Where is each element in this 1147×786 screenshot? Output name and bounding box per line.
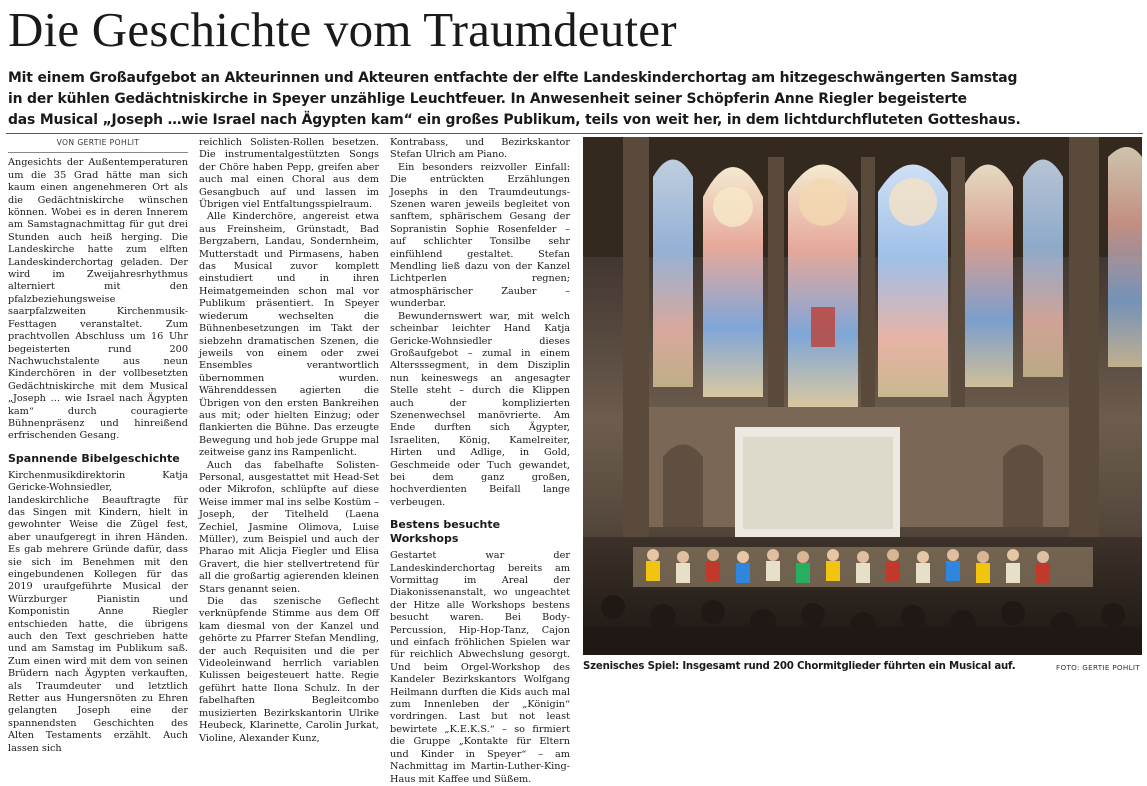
paragraph: Bewundernswert war, mit welch scheinbar leichter Hand Katja Gericke-Wohnsiedler dieses Großaufgebot – zumal in einem Altersssegment, in dem Disziplin nun keineswegs an angesagter Stelle steht – durch die Klippen auch der komplizierten Szenenwechsel manövrierte. Am Ende durften sich Ägypter, Israeliten, König, Kamelreiter, Hirten und Adlige, in Gold, Geschmeide oder Tuch gewandet, bei dem ganz großen, hochverdienten Beifall lange verbeugen. [390, 310, 570, 508]
paragraph: Kirchenmusikdirektorin Katja Gericke-Wohnsiedler, landeskirchliche Beauftragte für das Singen mit Kindern, hielt in gewohnter Weise die Zügel fest, aber unaufgeregt in ihren Händen. Es gab mehrere Gründe dafür, dass sie sich im Benehmen mit den eingebundenen Kollegen für das 2019 uraufgeführte Musical der Würzburger Pianistin und Komponistin Anne Riegler entschieden hatte, die übrigens auch den Text geschrieben hatte und am Samstag im Publikum saß. Zum einen wird mit dem von seinen Brüdern nach Ägypten verkauften, als Traumdeuter und letztlich Retter aus Hungersnöten zu Ehren gelangten Joseph eine der spannendsten Geschichten des Alten Testaments erzählt. Auch lassen sich [8, 469, 188, 754]
subheading: Bestens besuchte Workshops [390, 518, 501, 546]
church-photo [583, 137, 1142, 655]
subheading: Spannende Bibelgeschichte [8, 451, 180, 465]
paragraph: reichlich Solisten-Rollen besetzen. Die instrumentalgestützten Songs der Chöre haben Pepp, greifen aber auch mal einen Choral aus dem Gesangbuch auf und lassen im Übrigen viel Entfaltungsspielraum. [199, 137, 379, 211]
paragraph: Angesichts der Außentemperaturen um die 35 Grad hätte man sich kaum einen angenehmeren Ort als die Gedächtniskirche wünschen können. Wobei es in deren Innerem am Samstagnachmittag für gut drei Stunden auch heiß herging. Die Landeskirche hatte zum elften Landeskinderchortag geladen. Der wird im Zweijahresrhythmus alterniert mit den pfalzbeziehungsweise saarpfalzweiten Kirchenmusik-Festtagen veranstaltet. Zum prachtvollen Abschluss um 16 Uhr begeisterten rund 200 Nachwuchstalente aus neun Kinderchören in der vollbesetzten Gedächtniskirche mit dem Musical „Joseph … wie Israel nach Ägypten kam“ durch couragierte Bühnenpräsenz und hinreißend erfrischenden Gesang. [8, 157, 188, 442]
teaser [8, 68, 1138, 131]
teaser-line: das Musical „Joseph …wie Israel nach Ägypten kam“ ein großes Publikum, teils von weit her, in dem lichtdurchfluteten Gotteshaus. [8, 112, 1021, 128]
teaser-line: in der kühlen Gedächtniskirche in Speyer unzählige Leuchtfeuer. In Anwesenheit seiner Schöpferin Anne Riegler begeisterte [8, 91, 967, 107]
byline: VON GERTIE POHLIT [8, 137, 188, 153]
photo-caption [583, 660, 1142, 676]
column-2 [199, 137, 379, 744]
paragraph: Ein besonders reizvoller Einfall: Die entrückten Erzählungen Josephs in den Traumdeutungs-Szenen waren jeweils begleitet von sanftem, sphärischem Gesang der Sopranistin Sophie Rosenfelder – auf schlichter Tonsilbe sehr einfühlend gestaltet. Stefan Mendling ließ dazu von der Kanzel Lichtperlen regnen; atmosphärischer Zauber – wunderbar. [390, 161, 570, 310]
choir-on-stage [633, 547, 1093, 587]
column-1 [8, 137, 188, 754]
paragraph: Auch das fabelhafte Solisten-Personal, ausgestattet mit Head-Set oder Mikrofon, schlüpfte auf diese Weise immer mal ins selbe Kostüm – Joseph, der Titelheld (Laena Zechiel, Jasmine Olimova, Luise Müller), zum Beispiel und auch der Pharao mit Alicja Fiegler und Elisa Gravert, die hier stellvertretend für all die großartig agierenden kleinen Stars genannt seien. [199, 459, 379, 595]
headline: Die Geschichte vom Traumdeuter [8, 2, 677, 57]
divider [6, 133, 1143, 134]
teaser-line: Mit einem Großaufgebot an Akteurinnen und Akteuren entfachte der elfte Landeskinderchortag am hitzegeschwängerten Samstag [8, 70, 1018, 86]
photo-credit: FOTO: GERTIE POHLIT [1056, 663, 1140, 672]
caption-text: Szenisches Spiel: Insgesamt rund 200 Chormitglieder führten ein Musical auf. [583, 661, 1016, 672]
column-3 [390, 137, 570, 785]
paragraph: Kontrabass, und Bezirkskantor Stefan Ulrich am Piano. [390, 137, 570, 161]
paragraph: Alle Kinderchöre, angereist etwa aus Freinsheim, Grünstadt, Bad Bergzabern, Landau, Sondernheim, Mutterstadt und Pirmasens, haben das Musical zuvor komplett einstudiert und in ihren Heimatgemeinden schon mal vor Publikum präsentiert. In Speyer wiederum wechselten die Bühnenbesetzungen im Takt der siebzehn dramatischen Szenen, die jeweils von einem oder zwei Ensembles verantwortlich übernommen wurden. Währenddessen agierten die Übrigen von den ersten Bankreihen aus mit; oder hielten Einzug; oder flankierten die Bühne. Das erzeugte Bewegung und hob jede Gruppe mal zeitweise ganz ins Rampenlicht. [199, 211, 379, 459]
paragraph: Die das szenische Geflecht verknüpfende Stimme aus dem Off kam diesmal von der Kanzel und gehörte zu Pfarrer Stefan Mendling, der auch Requisiten und die per Videoleinwand herrlich variablen Kulissen beigesteuert hatte. Regie geführt hatte Ilona Schulz. In der fabelhaften Begleitcombo musizierten Bezirkskantorin Ulrike Heubeck, Klarinette, Carolin Jurkat, Violine, Alexander Kunz, [199, 596, 379, 744]
paragraph: Gestartet war der Landeskinderchortag bereits am Vormittag im Areal der Diakonissenanstalt, wo ungeachtet der Hitze alle Workshops bestens besucht waren. Bei Body-Percussion, Hip-Hop-Tanz, Cajon und einfach fröhlichen Spielen war für reichlich Abwechslung gesorgt. Und beim Orgel-Workshop des Kandeler Bezirkskantors Wolfgang Heilmann durften die Kids auch mal zum Innenleben der „Königin“ vordringen. Last but not least bewirtete „K.E.K.S.“ – so firmiert die Gruppe „Kontakte für Eltern und Kinder in Speyer“ – am Nachmittag im Martin-Luther-King-Haus mit Kaffee und Süßem. [390, 550, 570, 785]
